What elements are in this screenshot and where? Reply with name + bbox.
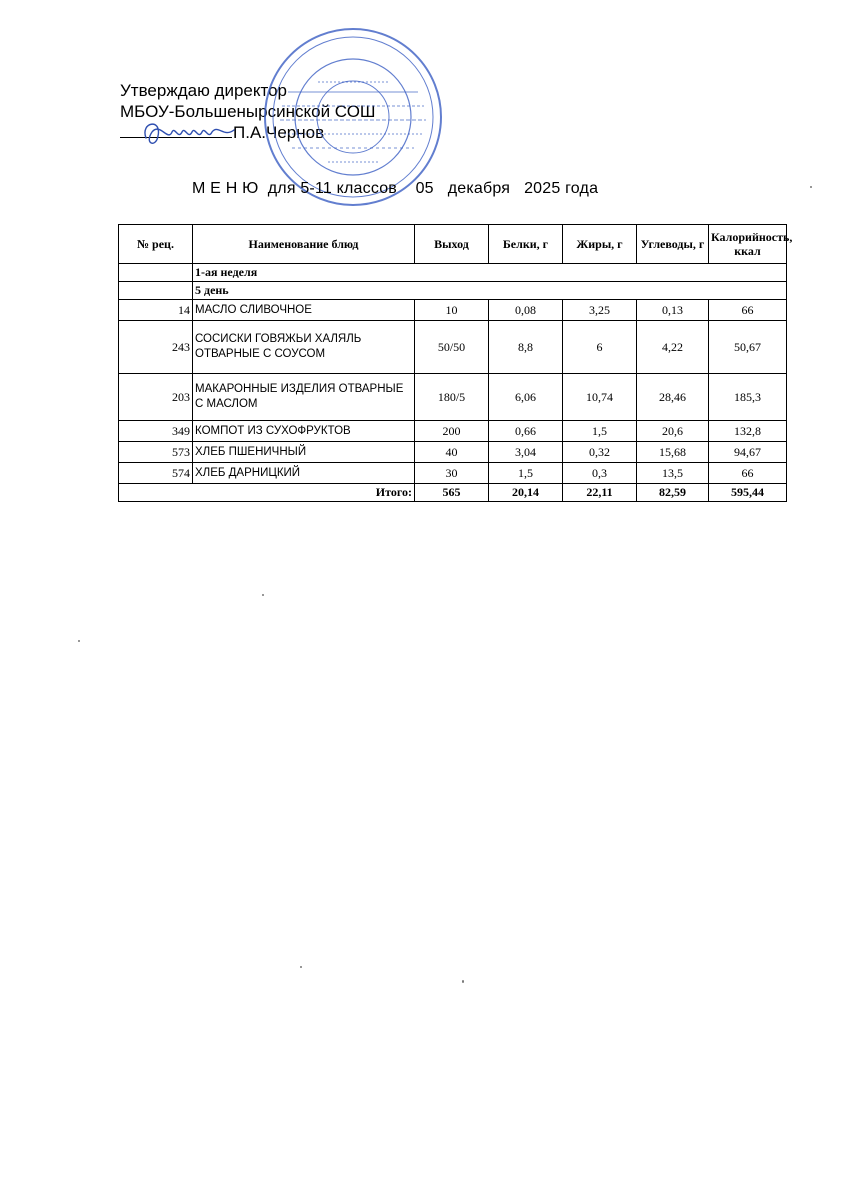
cell-carbs: 20,6 (637, 421, 709, 442)
cell-rec: 14 (119, 300, 193, 321)
table-header-row (119, 225, 787, 264)
cell-kcal: 94,67 (709, 442, 787, 463)
cell-protein: 1,5 (489, 463, 563, 484)
scan-speck (78, 640, 80, 642)
cell-carbs: 28,46 (637, 374, 709, 421)
cell-name: ХЛЕБ ДАРНИЦКИЙ (193, 463, 415, 484)
cell-kcal: 132,8 (709, 421, 787, 442)
cell-kcal: 66 (709, 463, 787, 484)
section-week: 1-ая неделя (193, 264, 787, 282)
header-carbs: Углеводы, г (637, 225, 709, 264)
total-kcal: 595,44 (709, 484, 787, 502)
total-output: 565 (415, 484, 489, 502)
table-row (119, 300, 787, 321)
cell-name: ХЛЕБ ПШЕНИЧНЫЙ (193, 442, 415, 463)
cell-protein: 6,06 (489, 374, 563, 421)
header-rec: № рец. (119, 225, 193, 264)
cell-output: 200 (415, 421, 489, 442)
cell-fat: 3,25 (563, 300, 637, 321)
cell-output: 10 (415, 300, 489, 321)
total-fat: 22,11 (563, 484, 637, 502)
header-fat: Жиры, г (563, 225, 637, 264)
scan-speck (810, 186, 812, 188)
cell-output: 30 (415, 463, 489, 484)
cell-carbs: 15,68 (637, 442, 709, 463)
menu-table (118, 224, 793, 502)
cell-output: 180/5 (415, 374, 489, 421)
cell-fat: 1,5 (563, 421, 637, 442)
table-row (119, 321, 787, 374)
cell-carbs: 4,22 (637, 321, 709, 374)
cell-kcal: 66 (709, 300, 787, 321)
cell-rec: 203 (119, 374, 193, 421)
cell-name: СОСИСКИ ГОВЯЖЬИ ХАЛЯЛЬ ОТВАРНЫЕ С СОУСОМ (193, 321, 415, 374)
cell-kcal: 185,3 (709, 374, 787, 421)
header-protein: Белки, г (489, 225, 563, 264)
scan-speck (300, 966, 302, 968)
cell-output: 50/50 (415, 321, 489, 374)
cell-protein: 8,8 (489, 321, 563, 374)
section-row-day (119, 282, 787, 300)
cell-carbs: 0,13 (637, 300, 709, 321)
approval-line-director: Утверждаю директор (120, 81, 288, 100)
header-kcal: Калорийность, ккал (709, 225, 787, 264)
cell-rec: 243 (119, 321, 193, 374)
approval-line-school: МБОУ-Большеныpсинской СОШ (120, 102, 376, 121)
cell-name: МАКАРОННЫЕ ИЗДЕЛИЯ ОТВАРНЫЕ С МАСЛОМ (193, 374, 415, 421)
section-row-week (119, 264, 787, 282)
cell-output: 40 (415, 442, 489, 463)
table-row (119, 463, 787, 484)
signature (138, 114, 238, 154)
cell-rec: 573 (119, 442, 193, 463)
table-row (119, 442, 787, 463)
cell-fat: 0,32 (563, 442, 637, 463)
section-day: 5 день (193, 282, 787, 300)
total-protein: 20,14 (489, 484, 563, 502)
cell-protein: 0,08 (489, 300, 563, 321)
cell-rec: 574 (119, 463, 193, 484)
total-label: Итого: (119, 484, 415, 502)
scan-speck (262, 594, 264, 596)
header-output: Выход (415, 225, 489, 264)
total-row (119, 484, 787, 502)
cell-fat: 10,74 (563, 374, 637, 421)
table-row (119, 374, 787, 421)
cell-protein: 3,04 (489, 442, 563, 463)
cell-rec: 349 (119, 421, 193, 442)
cell-fat: 0,3 (563, 463, 637, 484)
header-name: Наименование блюд (193, 225, 415, 264)
cell-carbs: 13,5 (637, 463, 709, 484)
cell-name: КОМПОТ ИЗ СУХОФРУКТОВ (193, 421, 415, 442)
menu-title: М Е Н Ю для 5-11 классов 05 декабря 2025 года (192, 180, 599, 197)
cell-fat: 6 (563, 321, 637, 374)
cell-kcal: 50,67 (709, 321, 787, 374)
signer-name: П.А.Чернов (233, 123, 325, 142)
cell-name: МАСЛО СЛИВОЧНОЕ (193, 300, 415, 321)
scan-speck (462, 980, 464, 983)
table-row (119, 421, 787, 442)
cell-protein: 0,66 (489, 421, 563, 442)
total-carbs: 82,59 (637, 484, 709, 502)
